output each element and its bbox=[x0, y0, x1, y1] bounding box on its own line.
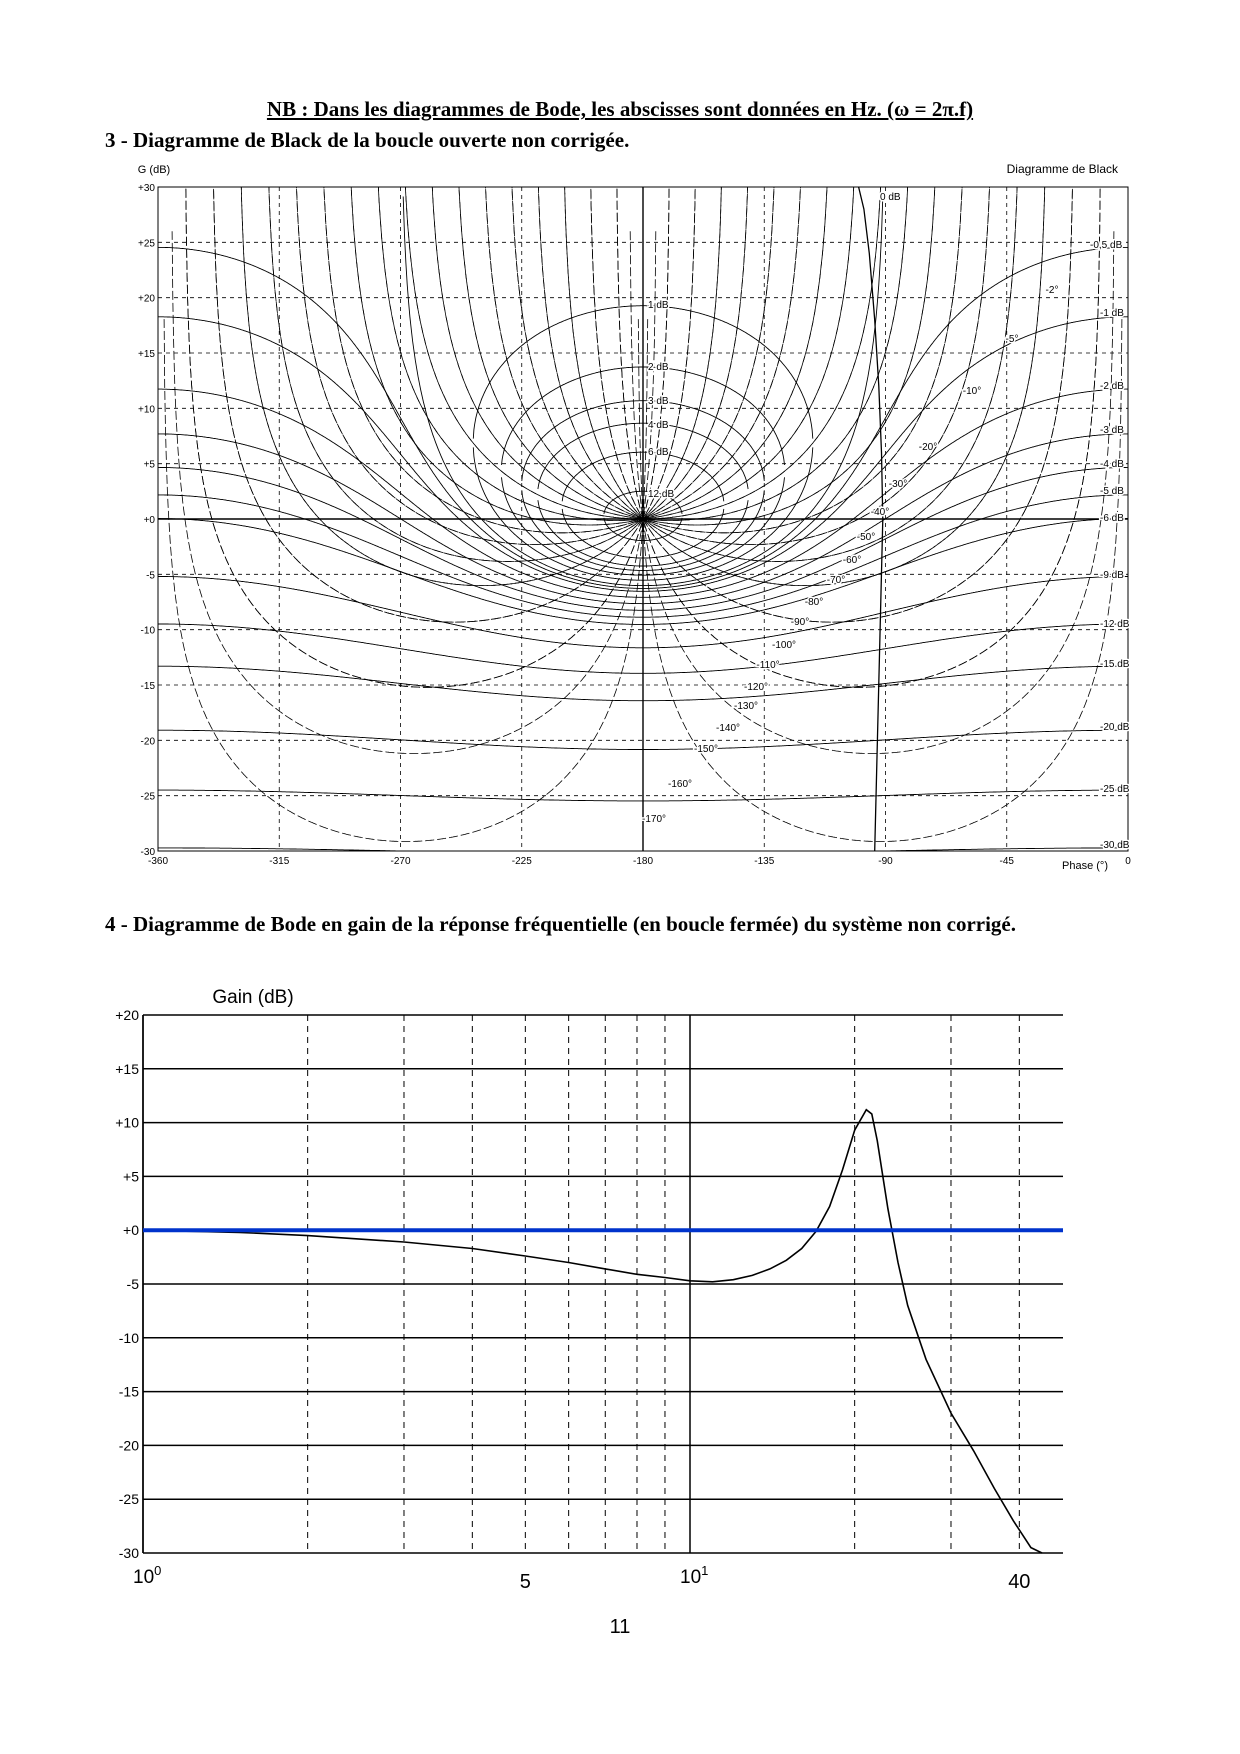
black-gain-label: 3 dB bbox=[648, 396, 669, 407]
bode-y-tick-label: +0 bbox=[123, 1222, 139, 1239]
bode-x-tick-label bbox=[680, 1563, 708, 1588]
black-gain-label: -0,5 dB bbox=[1090, 240, 1123, 251]
black-gain-label: 12 dB bbox=[648, 489, 675, 500]
black-y-tick-label: +10 bbox=[138, 404, 155, 416]
black-y-tick-label: +0 bbox=[143, 515, 155, 526]
black-x-axis-label: Phase (°) bbox=[1062, 860, 1108, 872]
black-phase-label: -120° bbox=[743, 682, 769, 693]
black-gain-label: -15 dB bbox=[1100, 659, 1130, 670]
black-gain-label: -4 dB bbox=[1100, 459, 1124, 470]
bode-y-tick-label: -5 bbox=[126, 1276, 139, 1292]
bode-x-tick-base: 10 bbox=[133, 1567, 155, 1588]
black-phase-label: -170° bbox=[641, 814, 667, 825]
black-y-tick-label: +5 bbox=[143, 459, 155, 471]
bode-x-tick-base: 10 bbox=[680, 1567, 702, 1588]
bode-y-tick-label: -25 bbox=[118, 1491, 139, 1508]
black-phase-label: -90° bbox=[790, 617, 810, 628]
black-phase-label: -160° bbox=[667, 779, 693, 790]
black-x-tick-label: -360 bbox=[147, 856, 169, 867]
bode-y-tick-label: +20 bbox=[115, 1007, 139, 1023]
black-y-tick-label: -5 bbox=[146, 570, 155, 582]
black-gain-label: -3 dB bbox=[1100, 425, 1124, 436]
black-phase-label: -20° bbox=[918, 442, 938, 453]
black-phase-label: -80° bbox=[804, 597, 824, 608]
black-phase-label: -60° bbox=[842, 555, 862, 566]
black-gain-label: -12 dB bbox=[1100, 619, 1130, 630]
bode-y-axis-label: Gain (dB) bbox=[212, 987, 294, 1008]
bode-y-tick-label: +5 bbox=[123, 1168, 139, 1185]
black-x-tick-label: -90 bbox=[878, 856, 893, 867]
black-y-tick-label: -20 bbox=[140, 736, 155, 748]
bode-y-tick-label: -10 bbox=[118, 1329, 139, 1346]
black-y-tick-label: -25 bbox=[140, 791, 155, 803]
black-gain-label: 1 dB bbox=[648, 300, 669, 311]
black-x-tick-label: -270 bbox=[390, 856, 411, 867]
black-gain-label: -5 dB bbox=[1100, 486, 1124, 497]
bode-x-tick-label: 40 bbox=[1008, 1571, 1031, 1593]
black-y-tick-label: +30 bbox=[138, 183, 155, 194]
black-y-tick-label: -15 bbox=[140, 681, 155, 692]
bode-y-tick-label: -15 bbox=[118, 1383, 139, 1400]
black-phase-label: -50° bbox=[856, 532, 876, 543]
black-y-tick-label: -10 bbox=[140, 625, 155, 637]
black-gain-label: -6 dB bbox=[1100, 513, 1124, 524]
black-y-tick-label: +15 bbox=[138, 349, 155, 360]
section3-title: 3 - Diagramme de Black de la boucle ouverte non corrigée. bbox=[105, 128, 630, 152]
note-text: NB : Dans les diagrammes de Bode, les abscisses sont données en Hz. (ω = 2π.f) bbox=[266, 97, 974, 121]
black-y-tick-label: +25 bbox=[138, 238, 155, 250]
black-phase-label: -5° bbox=[1005, 334, 1019, 345]
black-gain-label: -1 dB bbox=[1100, 308, 1124, 319]
black-x-tick-label: -45 bbox=[999, 856, 1014, 867]
black-phase-label: -110° bbox=[756, 660, 780, 671]
bode-y-tick-label: +15 bbox=[115, 1060, 139, 1077]
bode-y-tick-label: +10 bbox=[115, 1114, 139, 1131]
bode-x-tick-label bbox=[133, 1563, 161, 1588]
black-gain-label: 2 dB bbox=[648, 362, 669, 373]
page-number: 11 bbox=[609, 1616, 631, 1638]
black-phase-label: -100° bbox=[771, 640, 797, 651]
black-x-tick-label: -180 bbox=[632, 856, 654, 867]
black-phase-label: -150° bbox=[693, 744, 719, 755]
bode-y-tick-label: -30 bbox=[118, 1545, 139, 1561]
black-x-tick-label: -225 bbox=[511, 856, 532, 867]
black-phase-label: -10° bbox=[962, 386, 982, 397]
black-x-tick-label: -315 bbox=[269, 856, 290, 867]
black-phase-label: -30° bbox=[888, 479, 908, 490]
black-y-axis-label: G (dB) bbox=[137, 164, 171, 176]
bode-y-tick-label: -20 bbox=[118, 1437, 139, 1454]
black-gain-label: 6 dB bbox=[648, 447, 669, 458]
section4-title: 4 - Diagramme de Bode en gain de la réponse fréquentielle (en boucle fermée) du système non corrigé. bbox=[105, 912, 1016, 936]
bode-x-tick-label: 5 bbox=[519, 1571, 531, 1593]
black-gain-label: 0 dB bbox=[880, 192, 901, 203]
black-gain-label: -20 dB bbox=[1100, 722, 1130, 733]
black-gain-label: -9 dB bbox=[1100, 570, 1124, 581]
black-phase-label: -140° bbox=[715, 723, 741, 734]
bode-x-tick-exp: 1 bbox=[701, 1563, 709, 1578]
black-gain-label: -2 dB bbox=[1100, 381, 1124, 392]
black-x-tick-label: 0 bbox=[1125, 856, 1131, 867]
black-phase-label: -130° bbox=[733, 701, 759, 712]
black-x-tick-label: -135 bbox=[754, 856, 775, 867]
black-gain-label: 4 dB bbox=[648, 420, 669, 431]
black-phase-label: -2° bbox=[1045, 285, 1059, 296]
black-title: Diagramme de Black bbox=[1006, 162, 1118, 176]
black-gain-label: -30 dB bbox=[1100, 840, 1130, 851]
bode-plot bbox=[115, 987, 1063, 1593]
black-y-tick-label: +20 bbox=[138, 293, 155, 305]
black-gain-label: -25 dB bbox=[1100, 784, 1130, 795]
black-phase-label: -40° bbox=[870, 507, 890, 518]
black-phase-label: -70° bbox=[826, 575, 846, 586]
black-y-tick-label: -30 bbox=[140, 847, 155, 858]
bode-x-tick-exp: 0 bbox=[154, 1563, 162, 1578]
